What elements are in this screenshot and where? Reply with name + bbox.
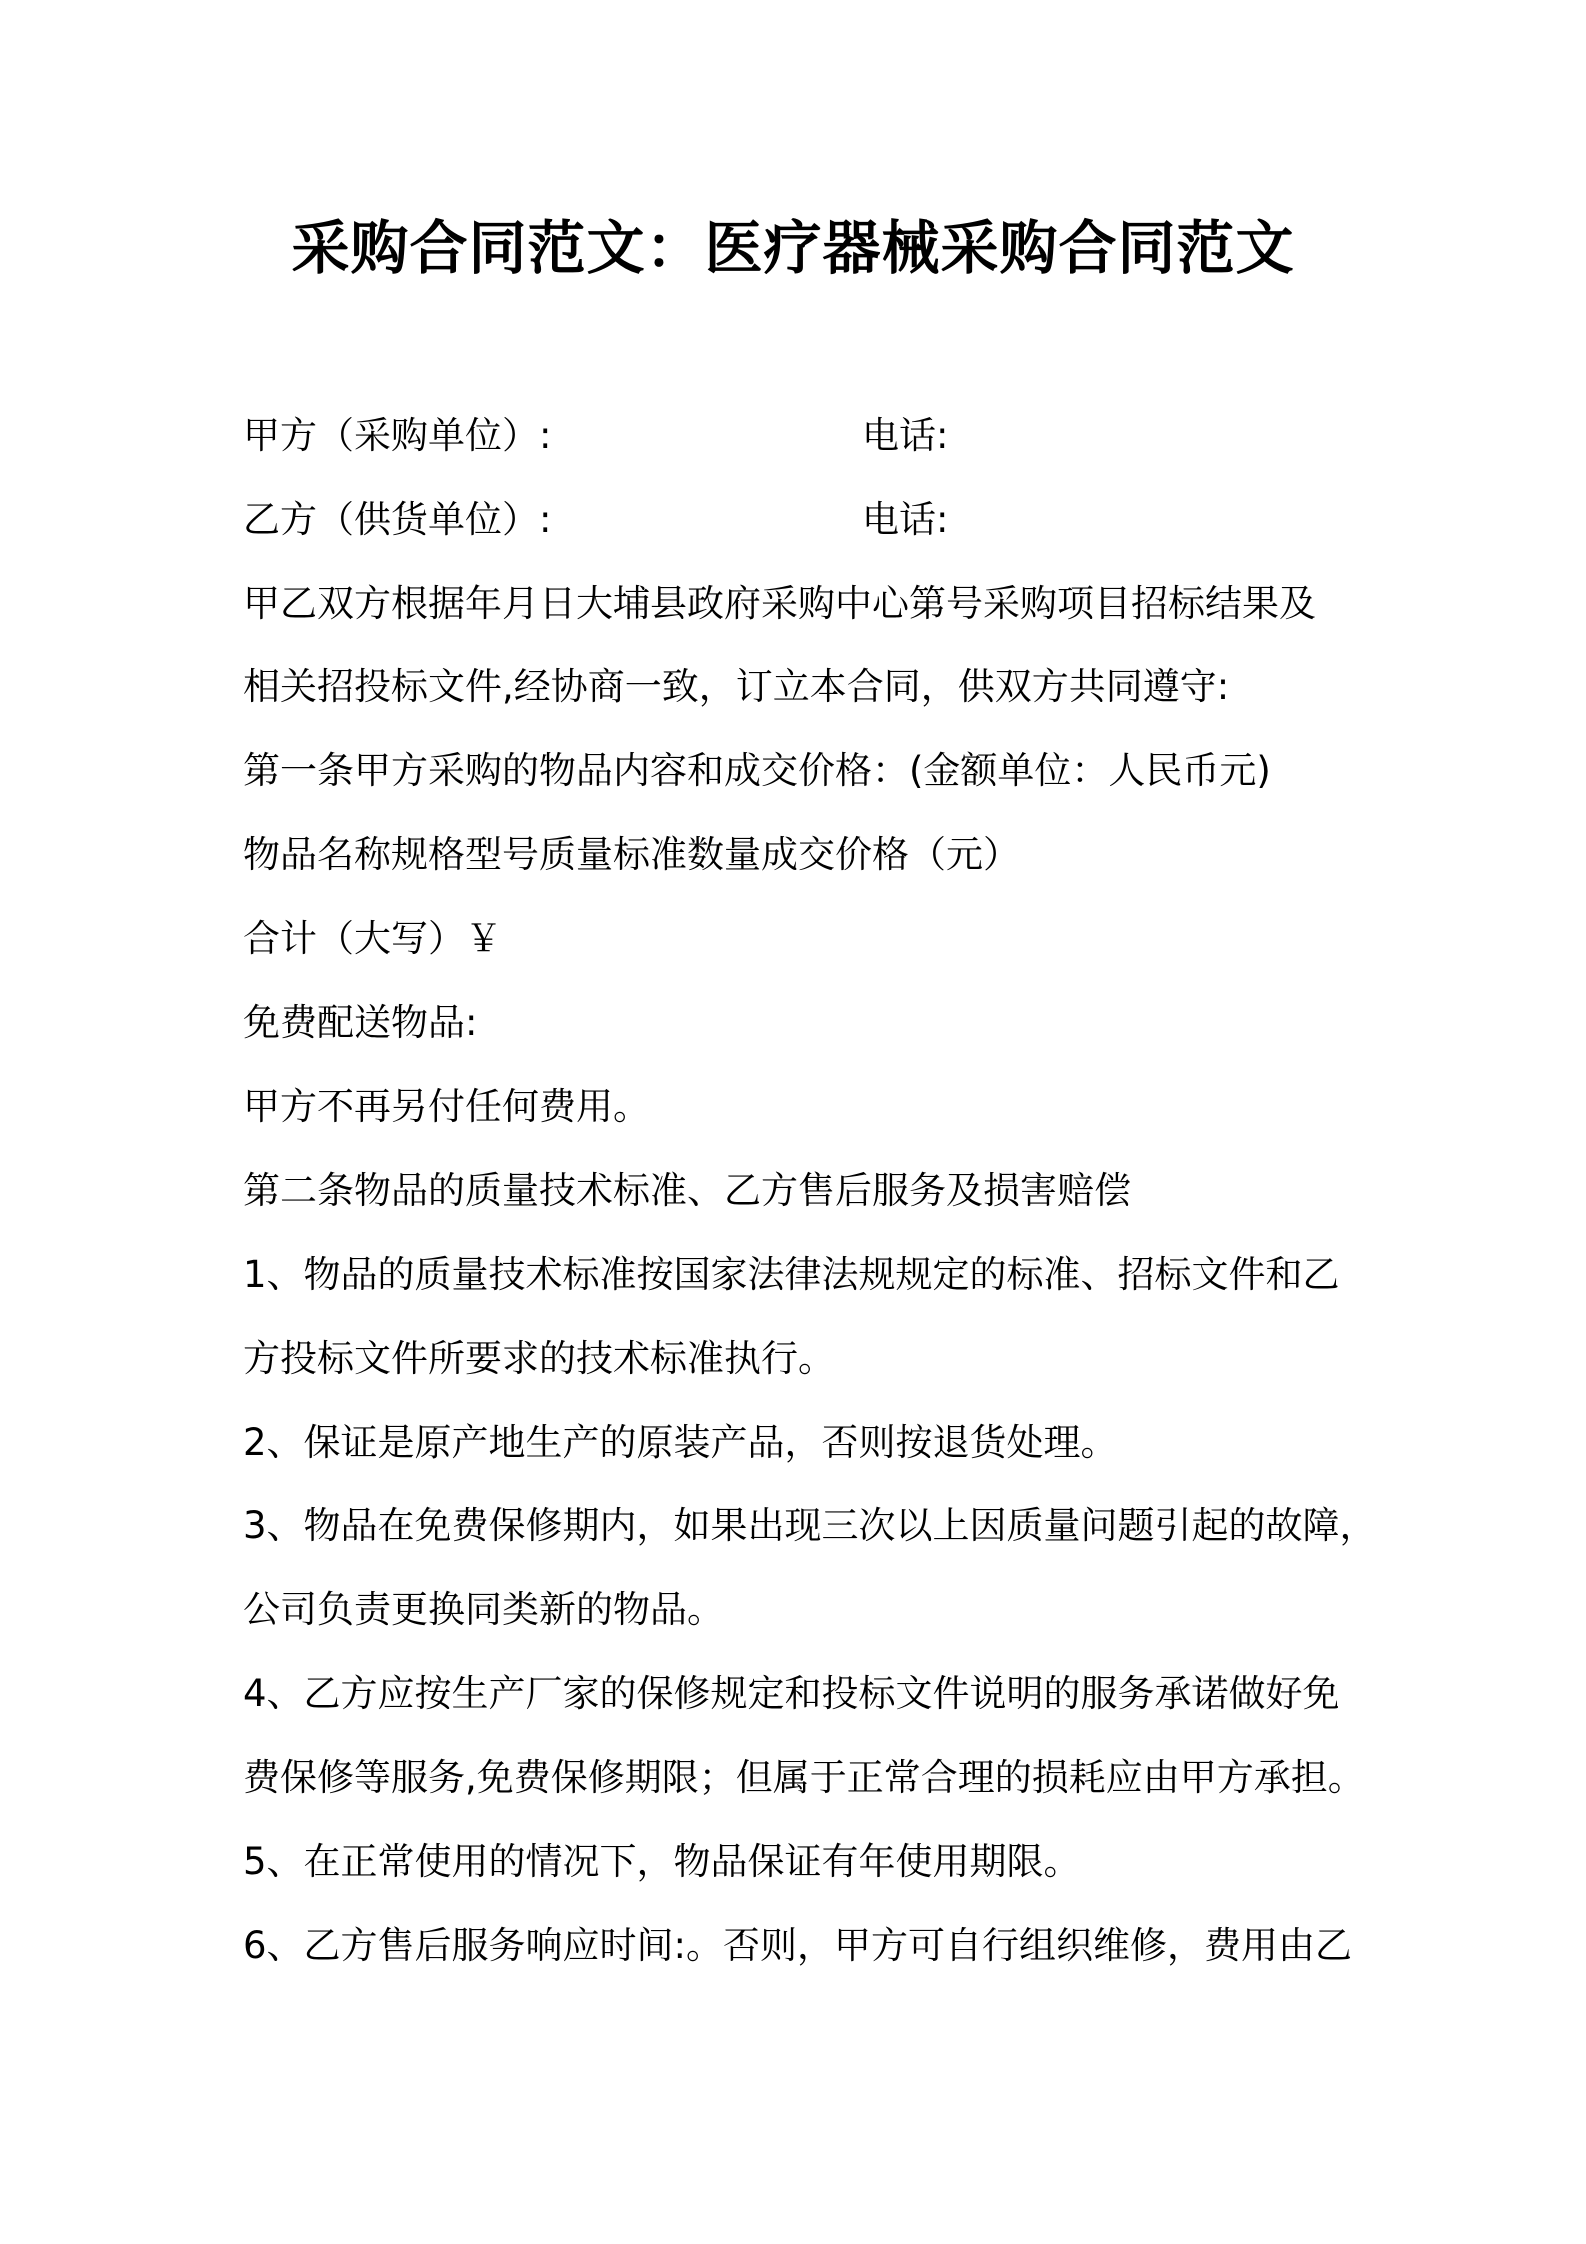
clause-line: 6、乙方售后服务响应时间:。否则，甲方可自行组织维修，费用由乙 (243, 1924, 1353, 1967)
paragraph-line: 甲乙双方根据年月日大埔县政府采购中心第号采购项目招标结果及 (243, 582, 1316, 625)
clause-line: 费保修等服务,免费保修期限；但属于正常合理的损耗应由甲方承担。 (243, 1756, 1365, 1799)
paragraph-line: 甲方不再另付任何费用。 (243, 1085, 650, 1128)
clause-line: 公司负责更换同类新的物品。 (243, 1588, 724, 1631)
party-b-label: 乙方（供货单位）: (243, 498, 552, 541)
clause-line: 5、在正常使用的情况下，物品保证有年使用期限。 (243, 1840, 1081, 1883)
document-title: 采购合同范文：医疗器械采购合同范文 (291, 214, 1295, 282)
paragraph-line: 免费配送物品: (243, 1001, 478, 1044)
party-a-phone-label: 电话: (862, 414, 949, 457)
paragraph-line: 物品名称规格型号质量标准数量成交价格（元） (243, 833, 1020, 876)
clause-line: 方投标文件所要求的技术标准执行。 (243, 1337, 835, 1380)
paragraph-line: 相关招投标文件,经协商一致，订立本合同，供双方共同遵守: (243, 665, 1230, 708)
clause-line: 3、物品在免费保修期内，如果出现三次以上因质量问题引起的故障， (243, 1504, 1377, 1547)
article-heading: 第二条物品的质量技术标准、乙方售后服务及损害赔偿 (243, 1169, 1131, 1212)
paragraph-line: 合计（大写）￥ (243, 917, 502, 960)
clause-line: 2、保证是原产地生产的原装产品，否则按退货处理。 (243, 1421, 1118, 1464)
party-b-phone-label: 电话: (862, 498, 949, 541)
clause-line: 1、物品的质量技术标准按国家法律法规规定的标准、招标文件和乙 (243, 1253, 1340, 1296)
clause-line: 4、乙方应按生产厂家的保修规定和投标文件说明的服务承诺做好免 (243, 1672, 1340, 1715)
party-a-label: 甲方（采购单位）: (243, 414, 552, 457)
article-heading: 第一条甲方采购的物品内容和成交价格：(金额单位：人民币元) (243, 749, 1271, 792)
